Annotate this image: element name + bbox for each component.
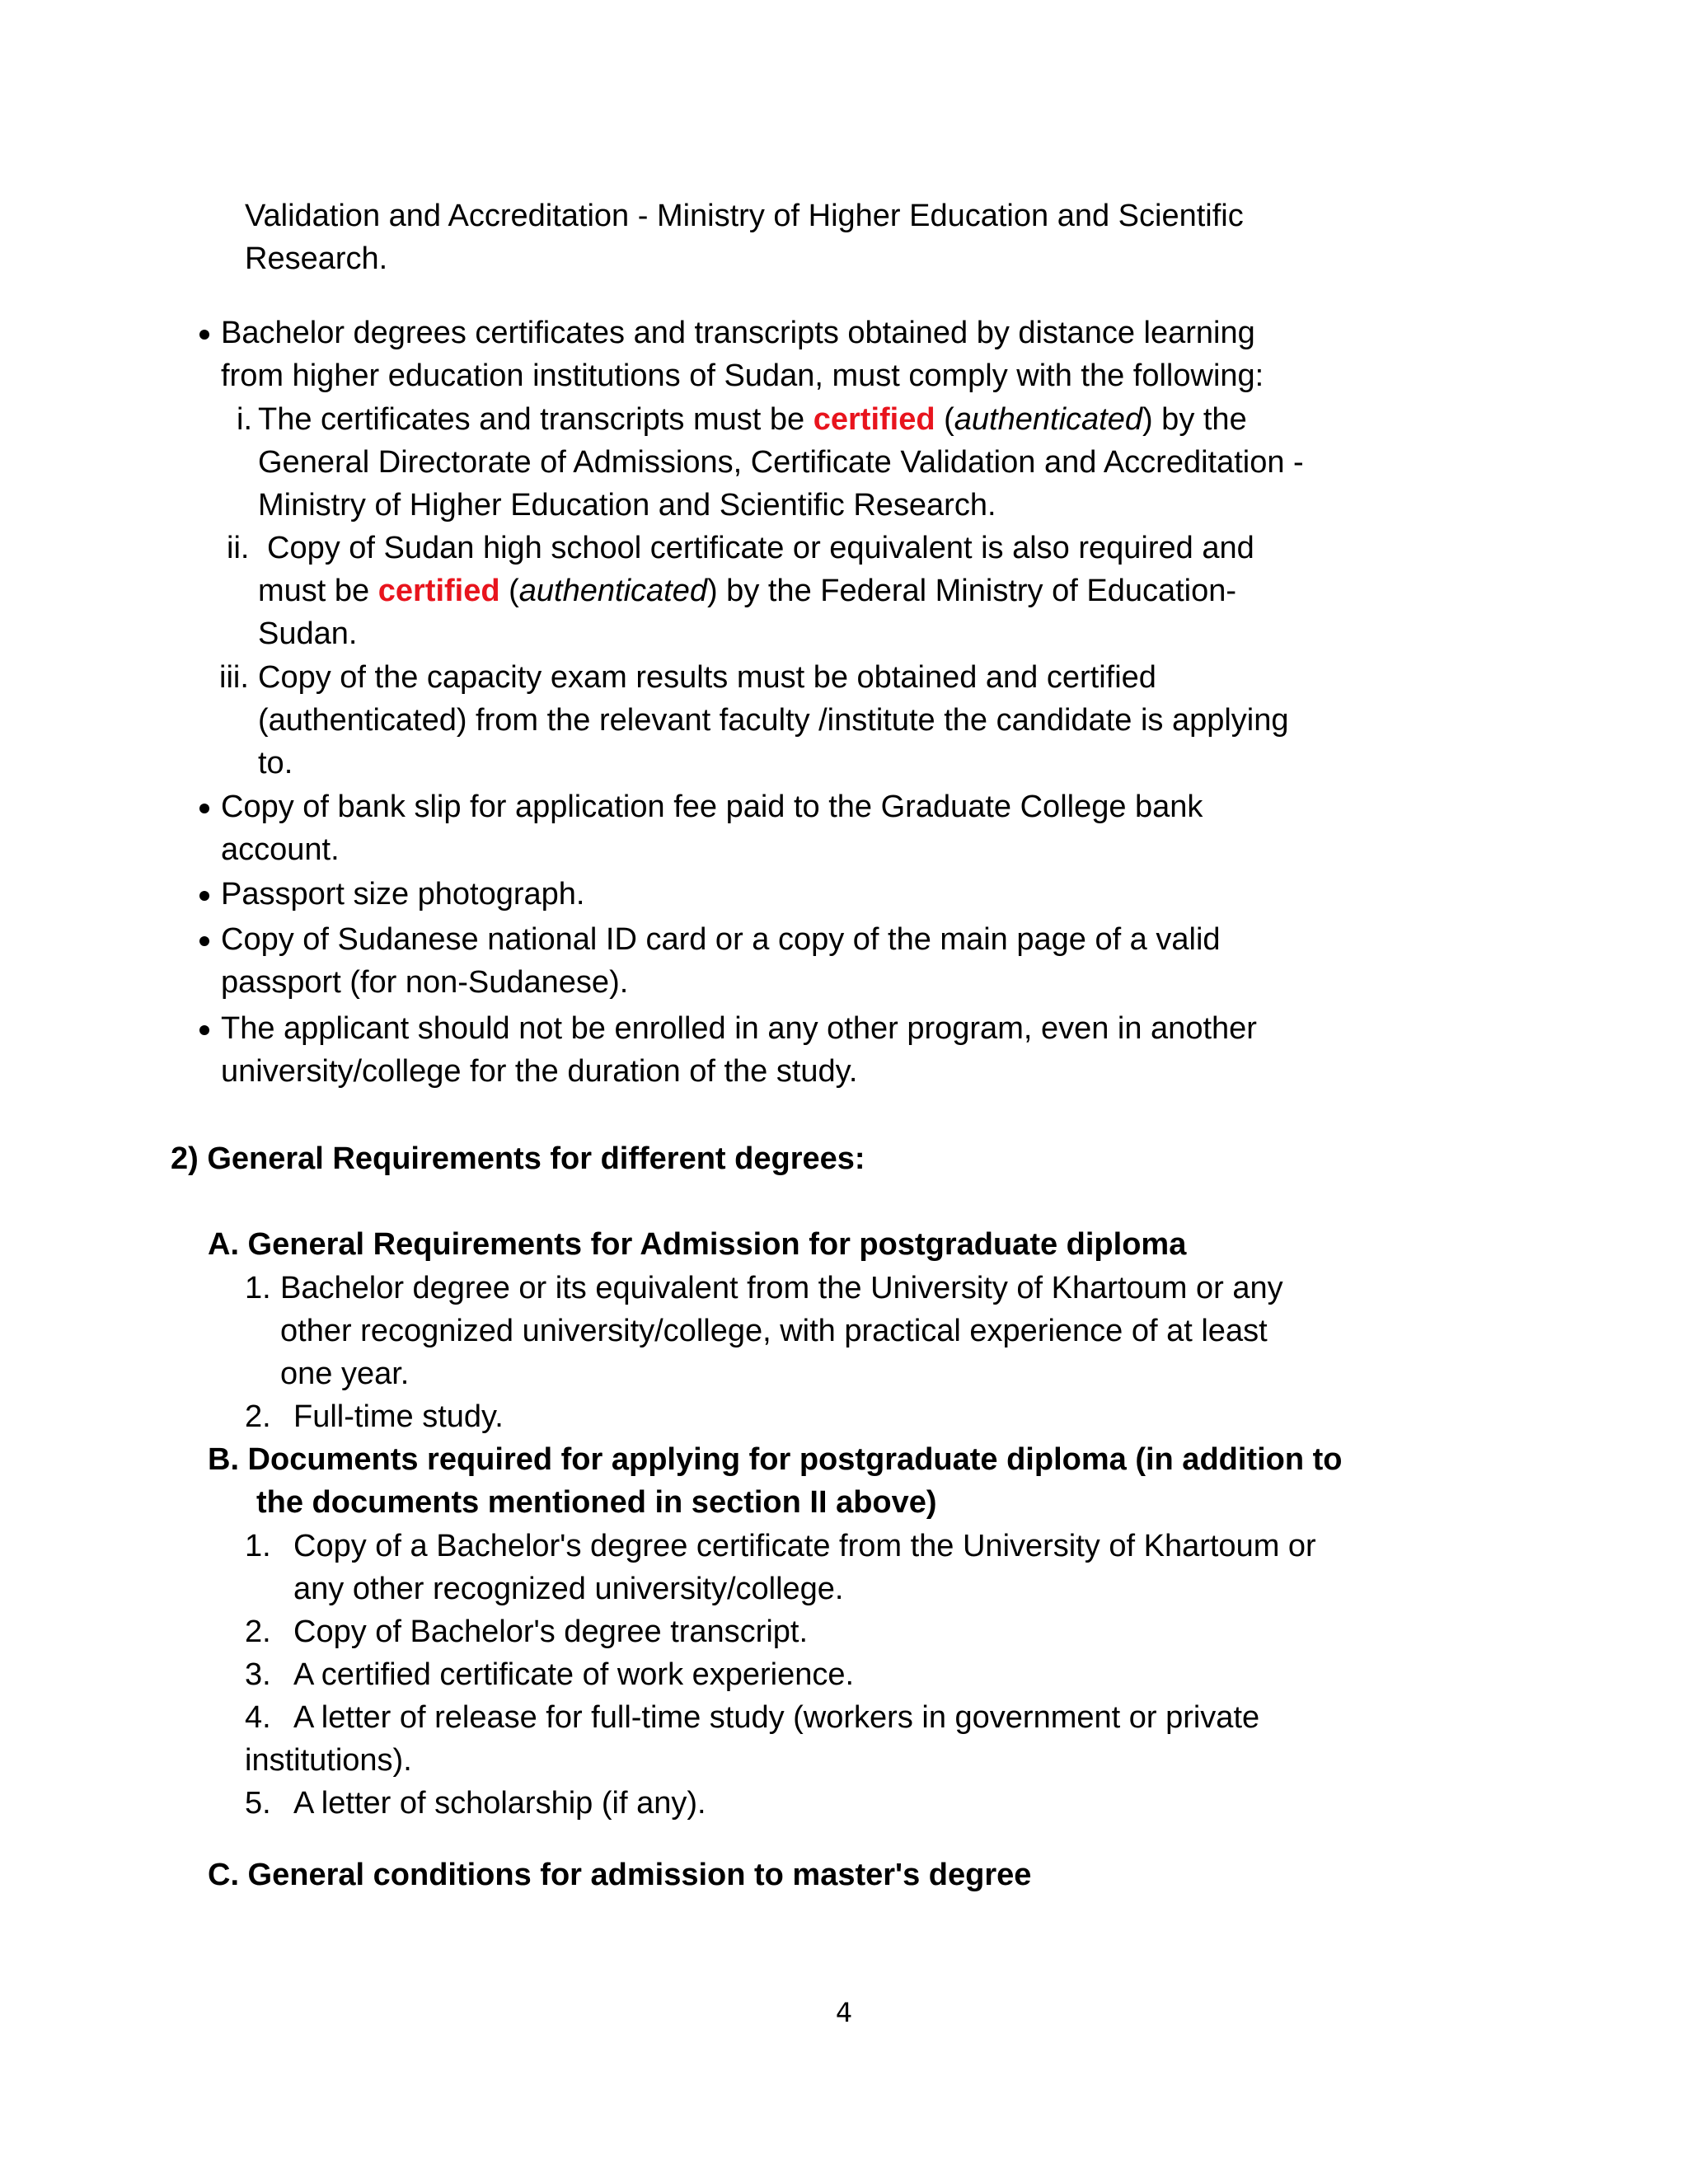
bullet-icon: [199, 1025, 209, 1035]
list-item-line: Copy of Bachelor's degree transcript.: [293, 1615, 809, 1649]
subsection-heading-b-cont: the documents mentioned in section II above): [256, 1485, 937, 1520]
section-heading: 2) General Requirements for different degrees:: [171, 1141, 865, 1176]
certified-highlight: certified: [377, 574, 500, 608]
bullet-icon: [199, 804, 209, 813]
text-line: Copy of Sudan high school certificate or equivalent is also required and: [267, 531, 1254, 565]
subsection-heading-b: B. Documents required for applying for postgraduate diploma (in addition to: [208, 1442, 1343, 1477]
page-number: 4: [835, 1997, 853, 2028]
list-item-line: A letter of scholarship (if any).: [293, 1786, 706, 1821]
text-span: (: [499, 574, 519, 608]
text-line: from higher education institutions of Sudan, must comply with the following:: [221, 359, 1264, 393]
text-line: Sudan.: [258, 616, 358, 651]
text-line: Validation and Accreditation - Ministry of Higher Education and Scientific: [245, 199, 1244, 233]
list-item-line: A certified certificate of work experience.: [293, 1657, 855, 1692]
text-line: Ministry of Higher Education and Scientific Research.: [258, 488, 996, 523]
text-span: (: [935, 402, 954, 437]
subsection-heading-a: A. General Requirements for Admission for postgraduate diploma: [208, 1227, 1187, 1262]
list-item-line: other recognized university/college, with practical experience of at least: [280, 1314, 1268, 1348]
list-number: i.: [237, 402, 252, 437]
bullet-icon: [199, 891, 209, 901]
text-line: Research.: [245, 241, 388, 276]
list-item-line: any other recognized university/college.: [293, 1572, 844, 1606]
list-item-line: Bachelor degree or its equivalent from the University of Khartoum or any: [280, 1271, 1283, 1305]
list-number: 3.: [245, 1657, 271, 1692]
text-line: university/college for the duration of the study.: [221, 1054, 858, 1089]
text-line: [258, 569, 1236, 612]
text-line: Copy of Sudanese national ID card or a copy of the main page of a valid: [221, 922, 1221, 957]
text-line: passport (for non-Sudanese).: [221, 965, 629, 1000]
list-number: 1.: [245, 1271, 271, 1305]
list-item-line: institutions).: [245, 1743, 412, 1778]
list-number: ii.: [227, 531, 250, 565]
text-line: Passport size photograph.: [221, 877, 585, 912]
list-number: 4.: [245, 1700, 271, 1735]
list-item-line: Copy of a Bachelor's degree certificate from the University of Khartoum or: [293, 1529, 1316, 1563]
list-item-line: Full-time study.: [293, 1399, 504, 1434]
subsection-heading-c: C. General conditions for admission to master's degree: [208, 1858, 1032, 1892]
list-item-line: one year.: [280, 1357, 410, 1391]
text-line: Copy of the capacity exam results must be obtained and certified: [258, 660, 1156, 695]
text-line: to.: [258, 746, 293, 780]
list-number: 2.: [245, 1615, 271, 1649]
certified-highlight: certified: [813, 402, 935, 437]
bullet-icon: [199, 330, 209, 340]
bullet-icon: [199, 936, 209, 946]
text-span: ) by the: [1142, 402, 1247, 437]
list-number: 5.: [245, 1786, 271, 1821]
text-span: must be: [258, 574, 378, 608]
text-line: account.: [221, 832, 340, 867]
authenticated-italic: authenticated: [518, 574, 707, 608]
text-span: ) by the Federal Ministry of Education-: [706, 574, 1237, 608]
text-line: The applicant should not be enrolled in any other program, even in another: [221, 1011, 1257, 1046]
text-line: [258, 398, 1247, 441]
text-line: Bachelor degrees certificates and transcripts obtained by distance learning: [221, 316, 1255, 350]
text-span: The certificates and transcripts must be: [258, 402, 814, 437]
text-line: (authenticated) from the relevant faculty /institute the candidate is applying: [258, 703, 1289, 738]
text-line: General Directorate of Admissions, Certificate Validation and Accreditation -: [258, 445, 1304, 480]
list-number: 2.: [245, 1399, 271, 1434]
list-number: iii.: [219, 660, 249, 695]
authenticated-italic: authenticated: [954, 402, 1142, 437]
list-item-line: A letter of release for full-time study (workers in government or private: [293, 1700, 1260, 1735]
text-line: Copy of bank slip for application fee paid to the Graduate College bank: [221, 790, 1203, 824]
list-number: 1.: [245, 1529, 271, 1563]
